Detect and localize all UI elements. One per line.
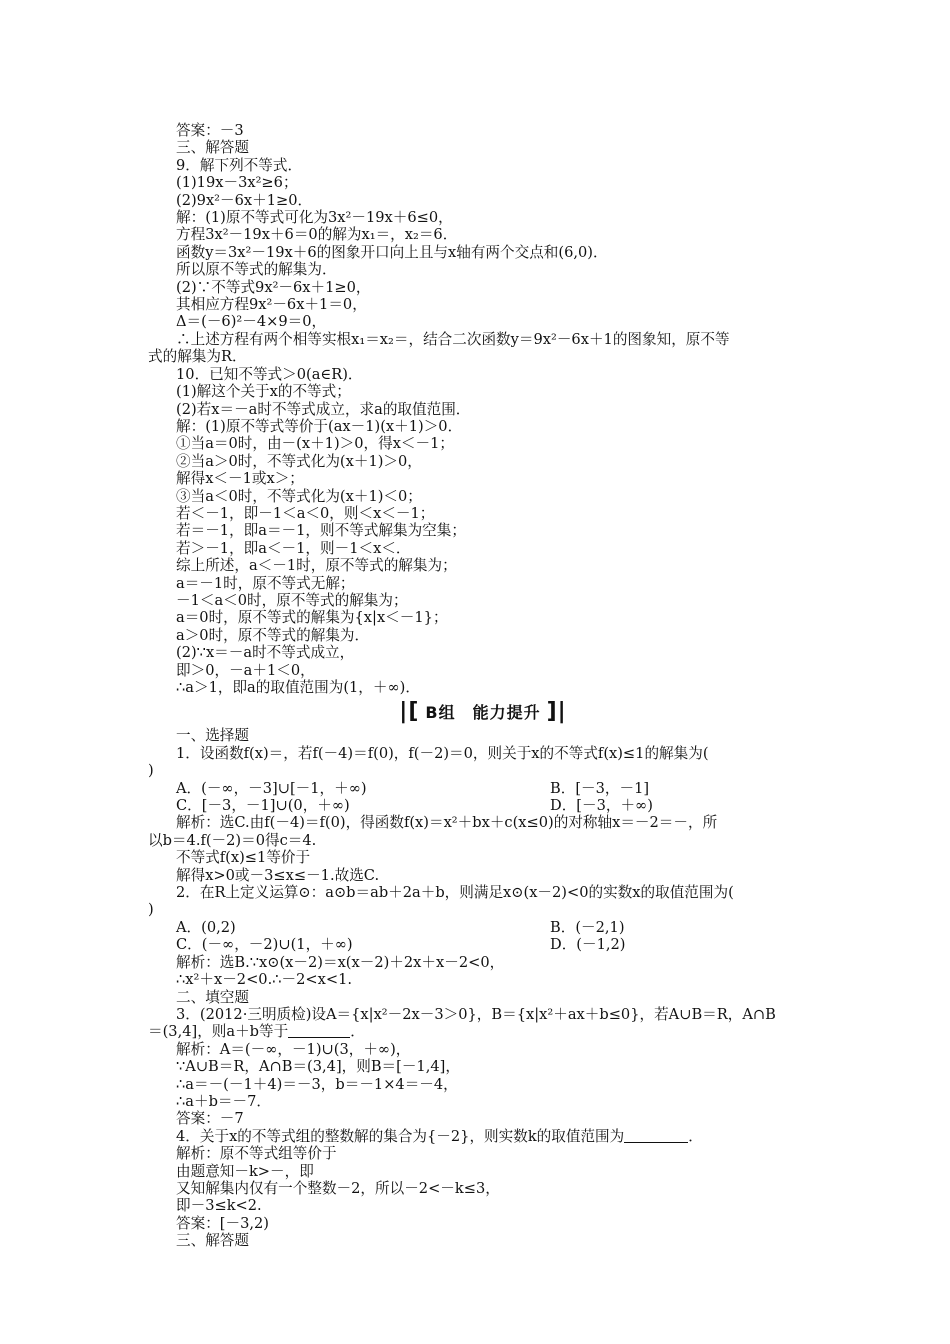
text-line: ): [148, 762, 154, 780]
options-row: [148, 919, 818, 936]
option-a: A．(0,2): [176, 918, 236, 936]
solution-line: 以b＝4.f(－2)＝0得c＝4.: [148, 831, 317, 849]
text-line: a＝0时，原不等式的解集为{x|x＜－1}；: [176, 609, 448, 627]
solution-line: 解析：A＝(－∞，－1)∪(3，＋∞)，: [176, 1040, 411, 1058]
text-line: ): [148, 901, 154, 919]
text-line: (2)∵不等式9x²－6x＋1≥0，: [176, 278, 371, 296]
text-line: －1＜a＜0时，原不等式的解集为；: [176, 591, 408, 609]
solution-line: ∴x²＋x－2<0.∴－2<x<1.: [176, 971, 352, 989]
text-line: 方程3x²－19x＋6＝0的解为x₁＝，x₂＝6．: [176, 226, 458, 244]
option-c: C．(－∞，－2)∪(1，＋∞): [176, 936, 353, 954]
text-line: 解：(1)原不等式可化为3x²－19x＋6≤0，: [176, 209, 453, 227]
question-10: 10．已知不等式＞0(a∈R)．: [176, 365, 363, 383]
text-line: 所以原不等式的解集为．: [176, 261, 337, 279]
banner-title: B组 能力提升: [425, 702, 541, 722]
option-d: D．(－1,2): [550, 936, 626, 954]
text-fragment: 4．关于x的不等式组的整数解的集合为{－2}，则实数k的取值范围为: [176, 1127, 625, 1145]
document-body: [148, 122, 818, 1250]
text-line: (2)∵x＝－a时不等式成立，: [176, 644, 355, 662]
text-line: (1)解这个关于x的不等式；: [176, 383, 351, 401]
solution-line: ∴a＝－(－1＋4)＝－3，b＝－1×4＝－4，: [176, 1075, 458, 1093]
text-line: ∴a＞1，即a的取值范围为(1，＋∞)．: [176, 679, 420, 696]
text-fragment: ＝(3,4]，则a＋b等于: [148, 1023, 289, 1041]
text-line: 答案：－3: [176, 122, 244, 139]
option-a: A．(－∞，－3]∪[－1，＋∞): [176, 779, 367, 797]
section-heading: 二、填空题: [176, 988, 249, 1006]
options-row: [148, 797, 818, 814]
text-line: ①当a＝0时，由－(x＋1)＞0，得x＜－1；: [176, 435, 455, 453]
question-3: 3．(2012·三明质检)设A＝{x|x²－2x－3＞0}，B＝{x|x²＋ax＋b≤0}，若A∪B＝R，A∩B: [176, 1005, 776, 1023]
answer-blank: [288, 1023, 350, 1038]
solution-line: 又知解集内仅有一个整数－2，所以－2<－k≤3，: [176, 1179, 500, 1197]
answer-line: 答案：－7: [176, 1110, 244, 1128]
question-9: 9．解下列不等式．: [176, 156, 303, 174]
option-c: C．[－3，－1]∪(0，＋∞): [176, 797, 350, 815]
text-line: 若＝－1，即a＝－1，则不等式解集为空集；: [176, 522, 466, 540]
text-line: [148, 1023, 818, 1040]
text-line: 解：(1)原不等式等价于(ax－1)(x＋1)＞0．: [176, 417, 463, 435]
option-b: B．(－2,1): [550, 918, 625, 936]
text-line: a＞0时，原不等式的解集为．: [176, 626, 370, 644]
text-line: 函数y＝3x²－19x＋6的图象开口向上且与x轴有两个交点和(6,0)．: [176, 243, 608, 261]
text-line: 即＞0，－a＋1＜0，: [176, 661, 315, 679]
section-heading: 三、解答题: [176, 1232, 249, 1250]
text-line: (2)9x²－6x＋1≥0．: [176, 191, 313, 209]
text-fragment: ．: [350, 1023, 365, 1041]
option-b: B．[－3，－1]: [550, 779, 650, 797]
solution-line: 解析：选B.∵x⊙(x－2)＝x(x－2)＋2x＋x－2<0，: [176, 953, 505, 971]
options-row: [148, 780, 818, 797]
text-line: ②当a＞0时，不等式化为(x＋1)＞0，: [176, 452, 422, 470]
solution-line: 由题意知－k>－，即: [176, 1162, 314, 1180]
answer-line: 答案：[－3,2): [176, 1214, 269, 1232]
text-line: (1)19x－3x²≥6；: [176, 174, 298, 192]
text-line: a＝－1时，原不等式无解；: [176, 574, 355, 592]
text-line: ∴上述方程有两个相等实根x₁＝x₂＝，结合二次函数y＝9x²－6x＋1的图象知，原不等: [176, 330, 730, 348]
solution-line: 即－3≤k<2.: [176, 1197, 262, 1215]
banner-right-bracket: ]|: [546, 699, 567, 725]
solution-line: 不等式f(x)≤1等价于: [176, 849, 311, 867]
group-b-banner: [148, 700, 818, 724]
section-heading: 一、选择题: [176, 727, 249, 745]
solution-line: ∵A∪B＝R，A∩B＝(3,4]，则B＝[－1,4]，: [176, 1058, 460, 1076]
option-d: D．[－3，＋∞): [550, 797, 653, 815]
section-heading: 三、解答题: [176, 139, 249, 157]
options-row: [148, 936, 818, 953]
text-fragment: ．: [688, 1127, 703, 1145]
text-line: 解得x＜－1或x＞；: [176, 470, 304, 488]
solution-line: ∴a＋b＝－7．: [176, 1092, 271, 1110]
solution-line: 解析：选C.由f(－4)＝f(0)，得函数f(x)＝x²＋bx＋c(x≤0)的对称轴x＝－2＝－，所: [176, 814, 718, 832]
banner-left-bracket: |[: [399, 699, 420, 725]
solution-line: 解析：原不等式组等价于: [176, 1145, 337, 1163]
text-line: (2)若x＝－a时不等式成立，求a的取值范围．: [176, 400, 471, 418]
answer-blank: [624, 1128, 688, 1143]
text-line: 式的解集为R．: [148, 348, 247, 366]
question-2: 2．在R上定义运算⊙：a⊙b＝ab＋2a＋b，则满足x⊙(x－2)<0的实数x的取值范围为(: [176, 884, 734, 902]
text-line: ③当a＜0时，不等式化为(x＋1)＜0；: [176, 487, 422, 505]
question-4: [148, 1128, 818, 1145]
text-line: 其相应方程9x²－6x＋1＝0，: [176, 296, 367, 314]
solution-line: 解得x>0或－3≤x≤－1.故选C.: [176, 866, 380, 884]
text-line: 若＞－1，即a＜－1，则－1＜x＜．: [176, 539, 411, 557]
text-line: Δ＝(－6)²－4×9＝0，: [176, 313, 327, 331]
text-line: 综上所述，a＜－1时，原不等式的解集为；: [176, 557, 457, 575]
question-1: 1．设函数f(x)＝，若f(－4)＝f(0)，f(－2)＝0，则关于x的不等式f(x)≤1的解集为(: [176, 744, 709, 762]
text-line: 若＜－1，即－1＜a＜0，则＜x＜－1；: [176, 504, 435, 522]
